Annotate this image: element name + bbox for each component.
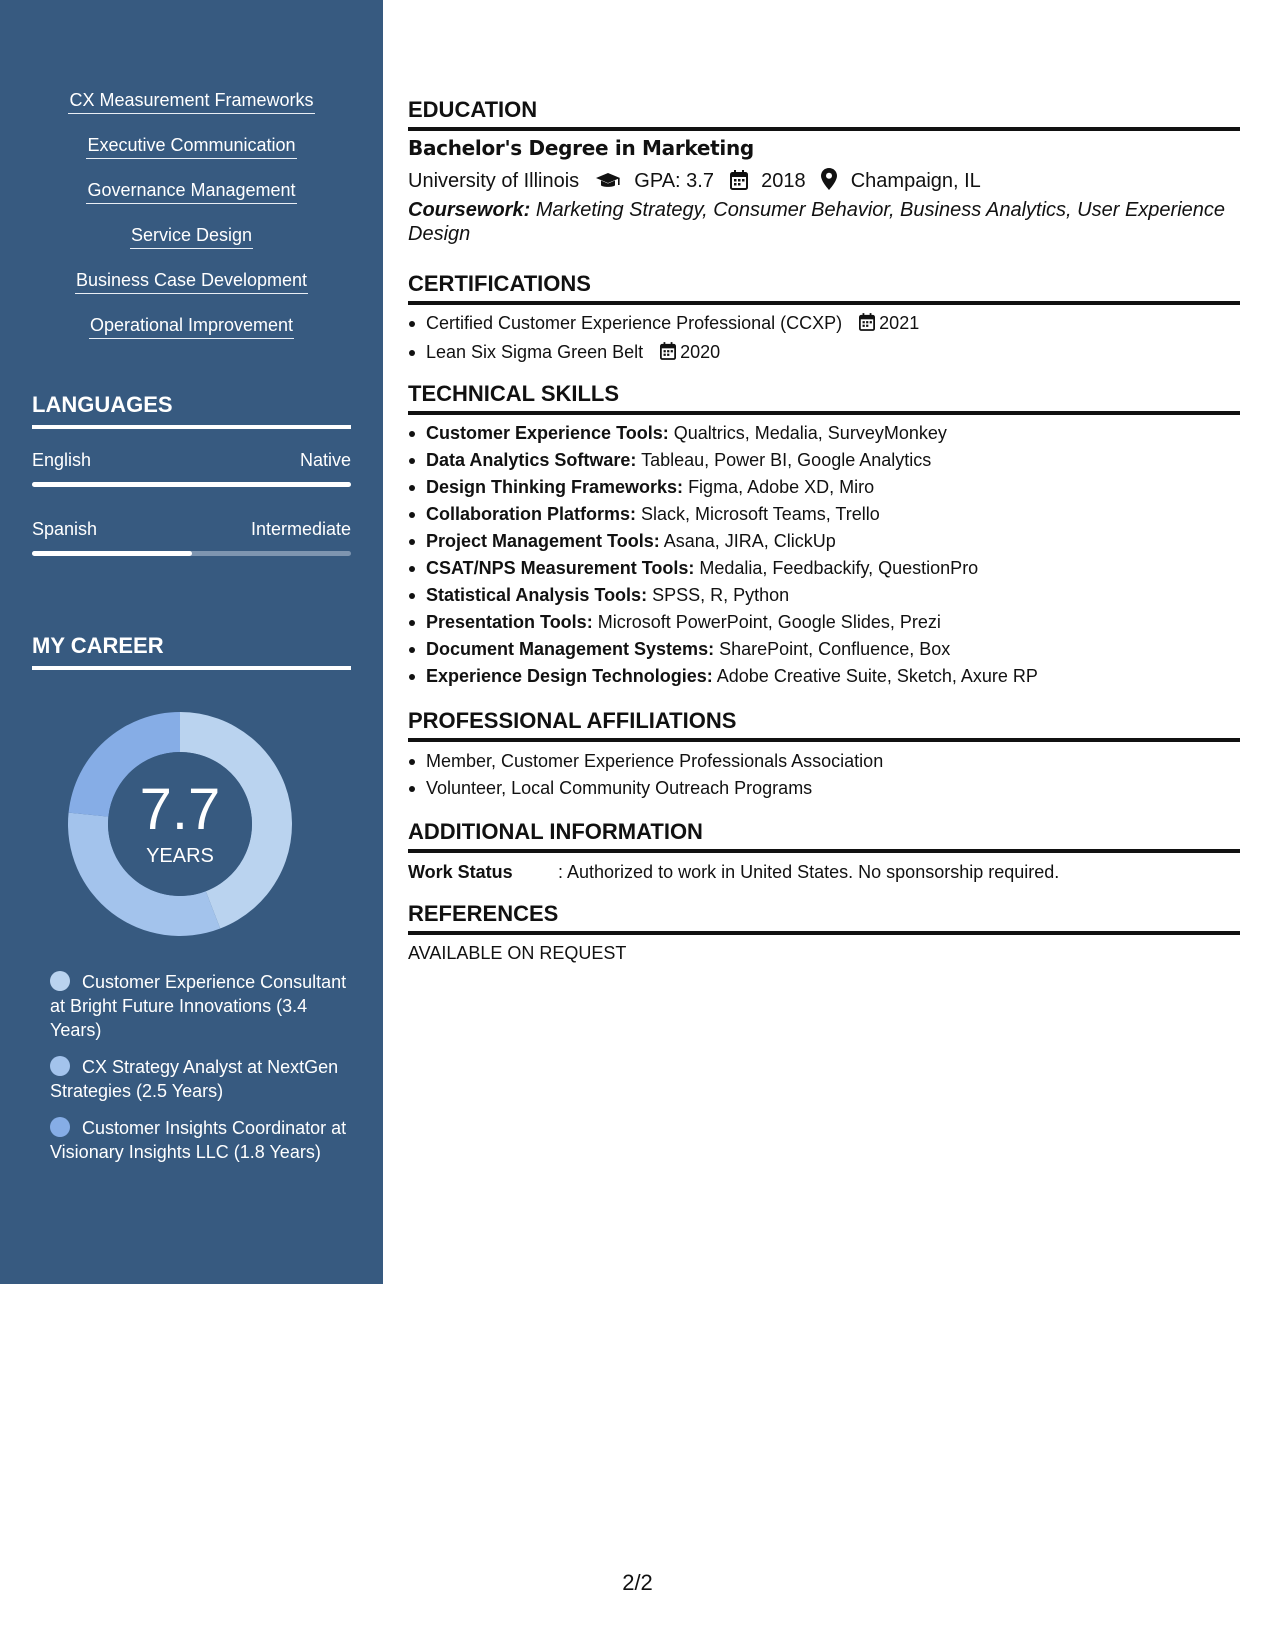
- language-row-spanish: [32, 519, 351, 559]
- skill-values: Tableau, Power BI, Google Analytics: [641, 450, 932, 470]
- career-legend-dot: [50, 1117, 70, 1137]
- skill-values: SharePoint, Confluence, Box: [719, 639, 951, 659]
- language-bar-fill: [32, 551, 192, 556]
- skill-category: Document Management Systems:: [426, 639, 715, 659]
- skill-label: Service Design: [130, 222, 253, 249]
- certifications-list: [426, 310, 1240, 368]
- skill-label: Operational Improvement: [89, 312, 294, 339]
- education-gpa: GPA: 3.7: [634, 170, 714, 192]
- list-item: [426, 528, 1240, 555]
- list-item: [426, 636, 1240, 663]
- languages-heading: LANGUAGES: [32, 391, 351, 429]
- skill-category: Data Analytics Software:: [426, 450, 637, 470]
- language-level: Intermediate: [250, 519, 351, 539]
- list-item: [426, 310, 1240, 339]
- skill-values: Asana, JIRA, ClickUp: [663, 531, 836, 551]
- sidebar: [0, 0, 383, 1284]
- career-item: [50, 970, 350, 1042]
- certification-year: 2020: [680, 342, 721, 362]
- skill-label: Executive Communication: [86, 132, 296, 159]
- work-status-row: [408, 862, 1059, 883]
- skill-values: Medalia, Feedbackify, QuestionPro: [699, 558, 979, 578]
- technical-skills-heading: TECHNICAL SKILLS: [408, 380, 1240, 415]
- page-number: 2/2: [622, 1570, 653, 1595]
- list-item: [426, 663, 1240, 690]
- skill-category: Project Management Tools:: [426, 531, 660, 551]
- list-item: [426, 420, 1240, 447]
- career-item-text: Customer Experience Consultant at Bright Future Innovations (3.4 Years): [50, 972, 347, 1040]
- list-item: Volunteer, Local Community Outreach Programs: [426, 775, 1240, 802]
- skill-values: Microsoft PowerPoint, Google Slides, Prezi: [597, 612, 941, 632]
- skill-category: Statistical Analysis Tools:: [426, 585, 648, 605]
- education-degree: Bachelor's Degree in Marketing: [408, 136, 754, 160]
- references-text: AVAILABLE ON REQUEST: [408, 943, 627, 963]
- calendar-icon: [859, 312, 875, 339]
- certifications-heading: CERTIFICATIONS: [408, 270, 1240, 305]
- education-coursework: [408, 198, 1240, 246]
- certification-year: 2021: [879, 313, 920, 333]
- career-list: [50, 970, 350, 1177]
- skill-category: Collaboration Platforms:: [426, 504, 637, 524]
- skill-values: SPSS, R, Python: [652, 585, 790, 605]
- list-item: [426, 447, 1240, 474]
- affiliations-list: [426, 748, 1240, 802]
- certification-name: Certified Customer Experience Professional (CCXP): [426, 313, 843, 333]
- skill-category: Design Thinking Frameworks:: [426, 477, 684, 497]
- skill-label: CX Measurement Frameworks: [68, 87, 314, 114]
- career-item-text: Customer Insights Coordinator at Visionary Insights LLC (1.8 Years): [50, 1118, 347, 1162]
- technical-skills-list: [426, 420, 1240, 690]
- language-name: English: [32, 450, 92, 470]
- language-level: Native: [299, 450, 351, 470]
- career-legend-dot: [50, 971, 70, 991]
- skill-item: [0, 176, 383, 221]
- career-item-text: CX Strategy Analyst at NextGen Strategies (2.5 Years): [50, 1057, 339, 1101]
- affiliations-heading: PROFESSIONAL AFFILIATIONS: [408, 707, 1240, 742]
- skill-category: CSAT/NPS Measurement Tools:: [426, 558, 695, 578]
- references-heading: REFERENCES: [408, 900, 1240, 935]
- career-total-years: 7.7: [139, 777, 221, 842]
- skill-item: [0, 86, 383, 131]
- coursework-text: Marketing Strategy, Consumer Behavior, Business Analytics, User Experience Design: [408, 199, 1226, 245]
- skill-values: Slack, Microsoft Teams, Trello: [641, 504, 880, 524]
- work-status-label: Work Status: [408, 862, 513, 882]
- education-year: 2018: [761, 170, 806, 192]
- education-location: Champaign, IL: [850, 170, 981, 192]
- skill-category: Experience Design Technologies:: [426, 666, 713, 686]
- education-school: University of Illinois: [408, 170, 580, 192]
- list-item: [426, 474, 1240, 501]
- graduation-cap-icon: [595, 172, 621, 196]
- skills-list: [0, 86, 383, 356]
- calendar-icon: [660, 341, 676, 368]
- career-heading: MY CAREER: [32, 632, 351, 670]
- skill-values: Figma, Adobe XD, Miro: [688, 477, 875, 497]
- career-item: [50, 1055, 350, 1103]
- career-item: [50, 1116, 350, 1164]
- skill-item: [0, 311, 383, 356]
- education-heading: EDUCATION: [408, 96, 1240, 131]
- skill-label: Business Case Development: [75, 267, 308, 294]
- language-bar: [32, 482, 351, 487]
- list-item: [426, 501, 1240, 528]
- list-item: [426, 339, 1240, 368]
- education-meta: [408, 168, 981, 196]
- list-item: [426, 555, 1240, 582]
- skill-item: [0, 266, 383, 311]
- skill-item: [0, 131, 383, 176]
- skill-category: Customer Experience Tools:: [426, 423, 669, 443]
- skill-category: Presentation Tools:: [426, 612, 593, 632]
- list-item: [426, 582, 1240, 609]
- language-name: Spanish: [32, 519, 98, 539]
- list-item: Member, Customer Experience Professionals Association: [426, 748, 1240, 775]
- list-item: [426, 609, 1240, 636]
- skill-item: [0, 221, 383, 266]
- calendar-icon: [730, 170, 748, 196]
- skill-label: Governance Management: [86, 177, 296, 204]
- language-bar: [32, 551, 351, 556]
- map-pin-icon: [821, 168, 837, 196]
- career-years-unit: YEARS: [146, 845, 214, 867]
- work-status-value: : Authorized to work in United States. No sponsorship required.: [558, 862, 1060, 882]
- career-legend-dot: [50, 1056, 70, 1076]
- certification-name: Lean Six Sigma Green Belt: [426, 342, 644, 362]
- additional-info-heading: ADDITIONAL INFORMATION: [408, 818, 1240, 853]
- language-row-english: [32, 450, 351, 490]
- skill-values: Adobe Creative Suite, Sketch, Axure RP: [716, 666, 1038, 686]
- coursework-label: Coursework:: [408, 199, 531, 221]
- language-bar-fill: [32, 482, 351, 487]
- skill-values: Qualtrics, Medalia, SurveyMonkey: [673, 423, 947, 443]
